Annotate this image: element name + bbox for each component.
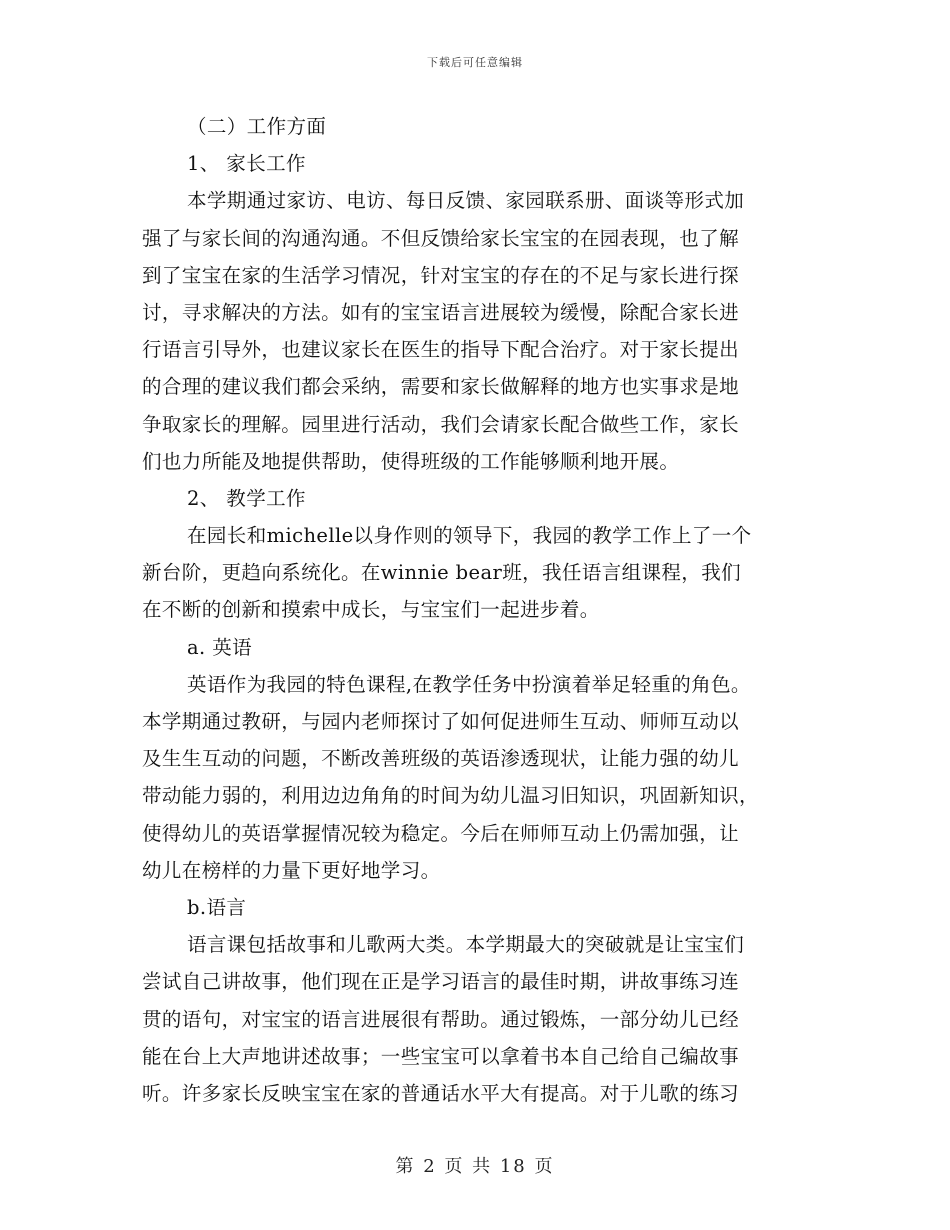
paragraph-line: 本学期通过教研，与园内老师探讨了如何促进师生互动、师师互动以 (142, 710, 740, 733)
paragraph-line: 带动能力弱的，利用边边角角的时间为幼儿温习旧知识，巩固新知识， (142, 784, 759, 808)
paragraph-line: 强了与家长间的沟通沟通。不但反馈给家长宝宝的在园表现，也了解 (142, 226, 740, 250)
paragraph-line: 及生生互动的问题，不断改善班级的英语渗透现状，让能力强的幼儿 (142, 747, 740, 771)
paragraph-line: 能在台上大声地讲述故事；一些宝宝可以拿着书本自己给自己编故事 (142, 1044, 740, 1068)
paragraph-line: 贯的语句，对宝宝的语言进展很有帮助。通过锻炼，一部分幼儿已经 (142, 1007, 740, 1031)
paragraph-line: 使得幼儿的英语掌握情况较为稳定。今后在师师互动上仍需加强，让 (142, 821, 740, 845)
paragraph-line: 英语作为我园的特色课程,在教学任务中扮演着举足轻重的角色。 (187, 672, 751, 696)
paragraph-line: 们也力所能及地提供帮助，使得班级的工作能够顺利地开展。 (142, 449, 680, 473)
paragraph-line: 语言课包括故事和儿歌两大类。本学期最大的突破就是让宝宝们 (187, 933, 745, 957)
paragraph-line: 争取家长的理解。园里进行活动，我们会请家长配合做些工作，家长 (142, 412, 740, 436)
paragraph-line: 在园长和michelle以身作则的领导下，我园的教学工作上了一个 (187, 524, 752, 548)
paragraph-line: 行语言引导外，也建议家长在医生的指导下配合治疗。对于家长提出 (142, 338, 740, 362)
paragraph-line: 到了宝宝在家的生活学习情况，针对宝宝的存在的不足与家长进行探 (142, 263, 740, 287)
page-header: 下载后可任意编辑 (427, 56, 523, 69)
section-heading: （二）工作方面 (187, 115, 327, 138)
page-number-footer: 第 2 页 共 18 页 (395, 1156, 555, 1177)
item-heading-english: a. 英语 (187, 635, 253, 659)
paragraph-line: 讨，寻求解决的方法。如有的宝宝语言进展较为缓慢，除配合家长进 (142, 300, 740, 324)
paragraph-line: 在不断的创新和摸索中成长，与宝宝们一起进步着。 (142, 598, 600, 622)
paragraph-line: 的合理的建议我们都会采纳，需要和家长做解释的地方也实事求是地 (142, 375, 740, 399)
subsection-heading-teaching-work: 2、 教学工作 (187, 486, 306, 510)
document-body (142, 108, 807, 1112)
item-heading-language: b.语言 (187, 895, 247, 919)
paragraph-line: 本学期通过家访、电访、每日反馈、家园联系册、面谈等形式加 (187, 189, 745, 213)
subsection-heading-parent-work: 1、 家长工作 (187, 152, 306, 176)
paragraph-line: 听。许多家长反映宝宝在家的普通话水平大有提高。对于儿歌的练习 (142, 1081, 740, 1105)
paragraph-line: 新台阶，更趋向系统化。在winnie bear班，我任语言组课程，我们 (142, 561, 741, 585)
paragraph-line: 幼儿在榜样的力量下更好地学习。 (142, 858, 441, 882)
paragraph-line: 尝试自己讲故事，他们现在正是学习语言的最佳时期，讲故事练习连 (142, 970, 740, 994)
